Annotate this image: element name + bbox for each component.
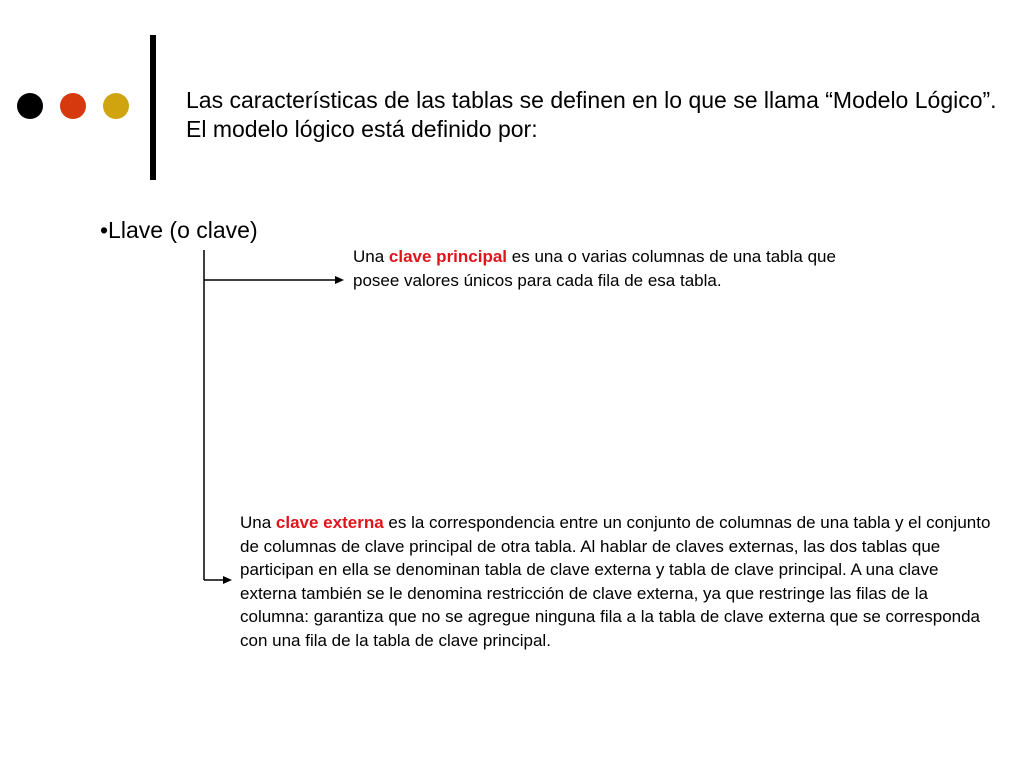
primary-key-prefix: Una [353,247,389,266]
decorative-dot-gold [103,93,129,119]
connector-arrow-foreign-head [223,576,232,584]
slide-title: Las características de las tablas se definen en lo que se llama “Modelo Lógico”. El modelo lógico está definido por: [186,87,997,142]
decorative-dot-black [17,93,43,119]
primary-key-text: es una o varias columnas de una tabla que posee valores únicos para cada fila de esa tabla. [353,247,836,290]
decorative-dot-red [60,93,86,119]
foreign-key-term: clave externa [275,513,384,532]
bullet-llave: •Llave (o clave) [100,217,258,243]
foreign-key-description [240,511,995,652]
connector-arrow-primary-head [335,276,344,284]
foreign-key-text: es la correspondencia entre un conjunto de columnas de una tabla y el conjunto de columnas de clave principal de otra tabla. Al hablar de claves externas, las dos tablas que participan en ella se denominan tabla de clave externa y tabla de clave principal. A una clave externa también se le denomina restricción de clave externa, ya que restringe las filas de la columna: garantiza que no se agregue ninguna fila a la tabla de clave externa que se corresponda con una fila de la tabla de clave principal. [240,513,991,650]
primary-key-term: clave principal [388,247,508,266]
foreign-key-prefix: Una [240,513,276,532]
title-divider [150,35,156,180]
primary-key-description [353,245,843,292]
